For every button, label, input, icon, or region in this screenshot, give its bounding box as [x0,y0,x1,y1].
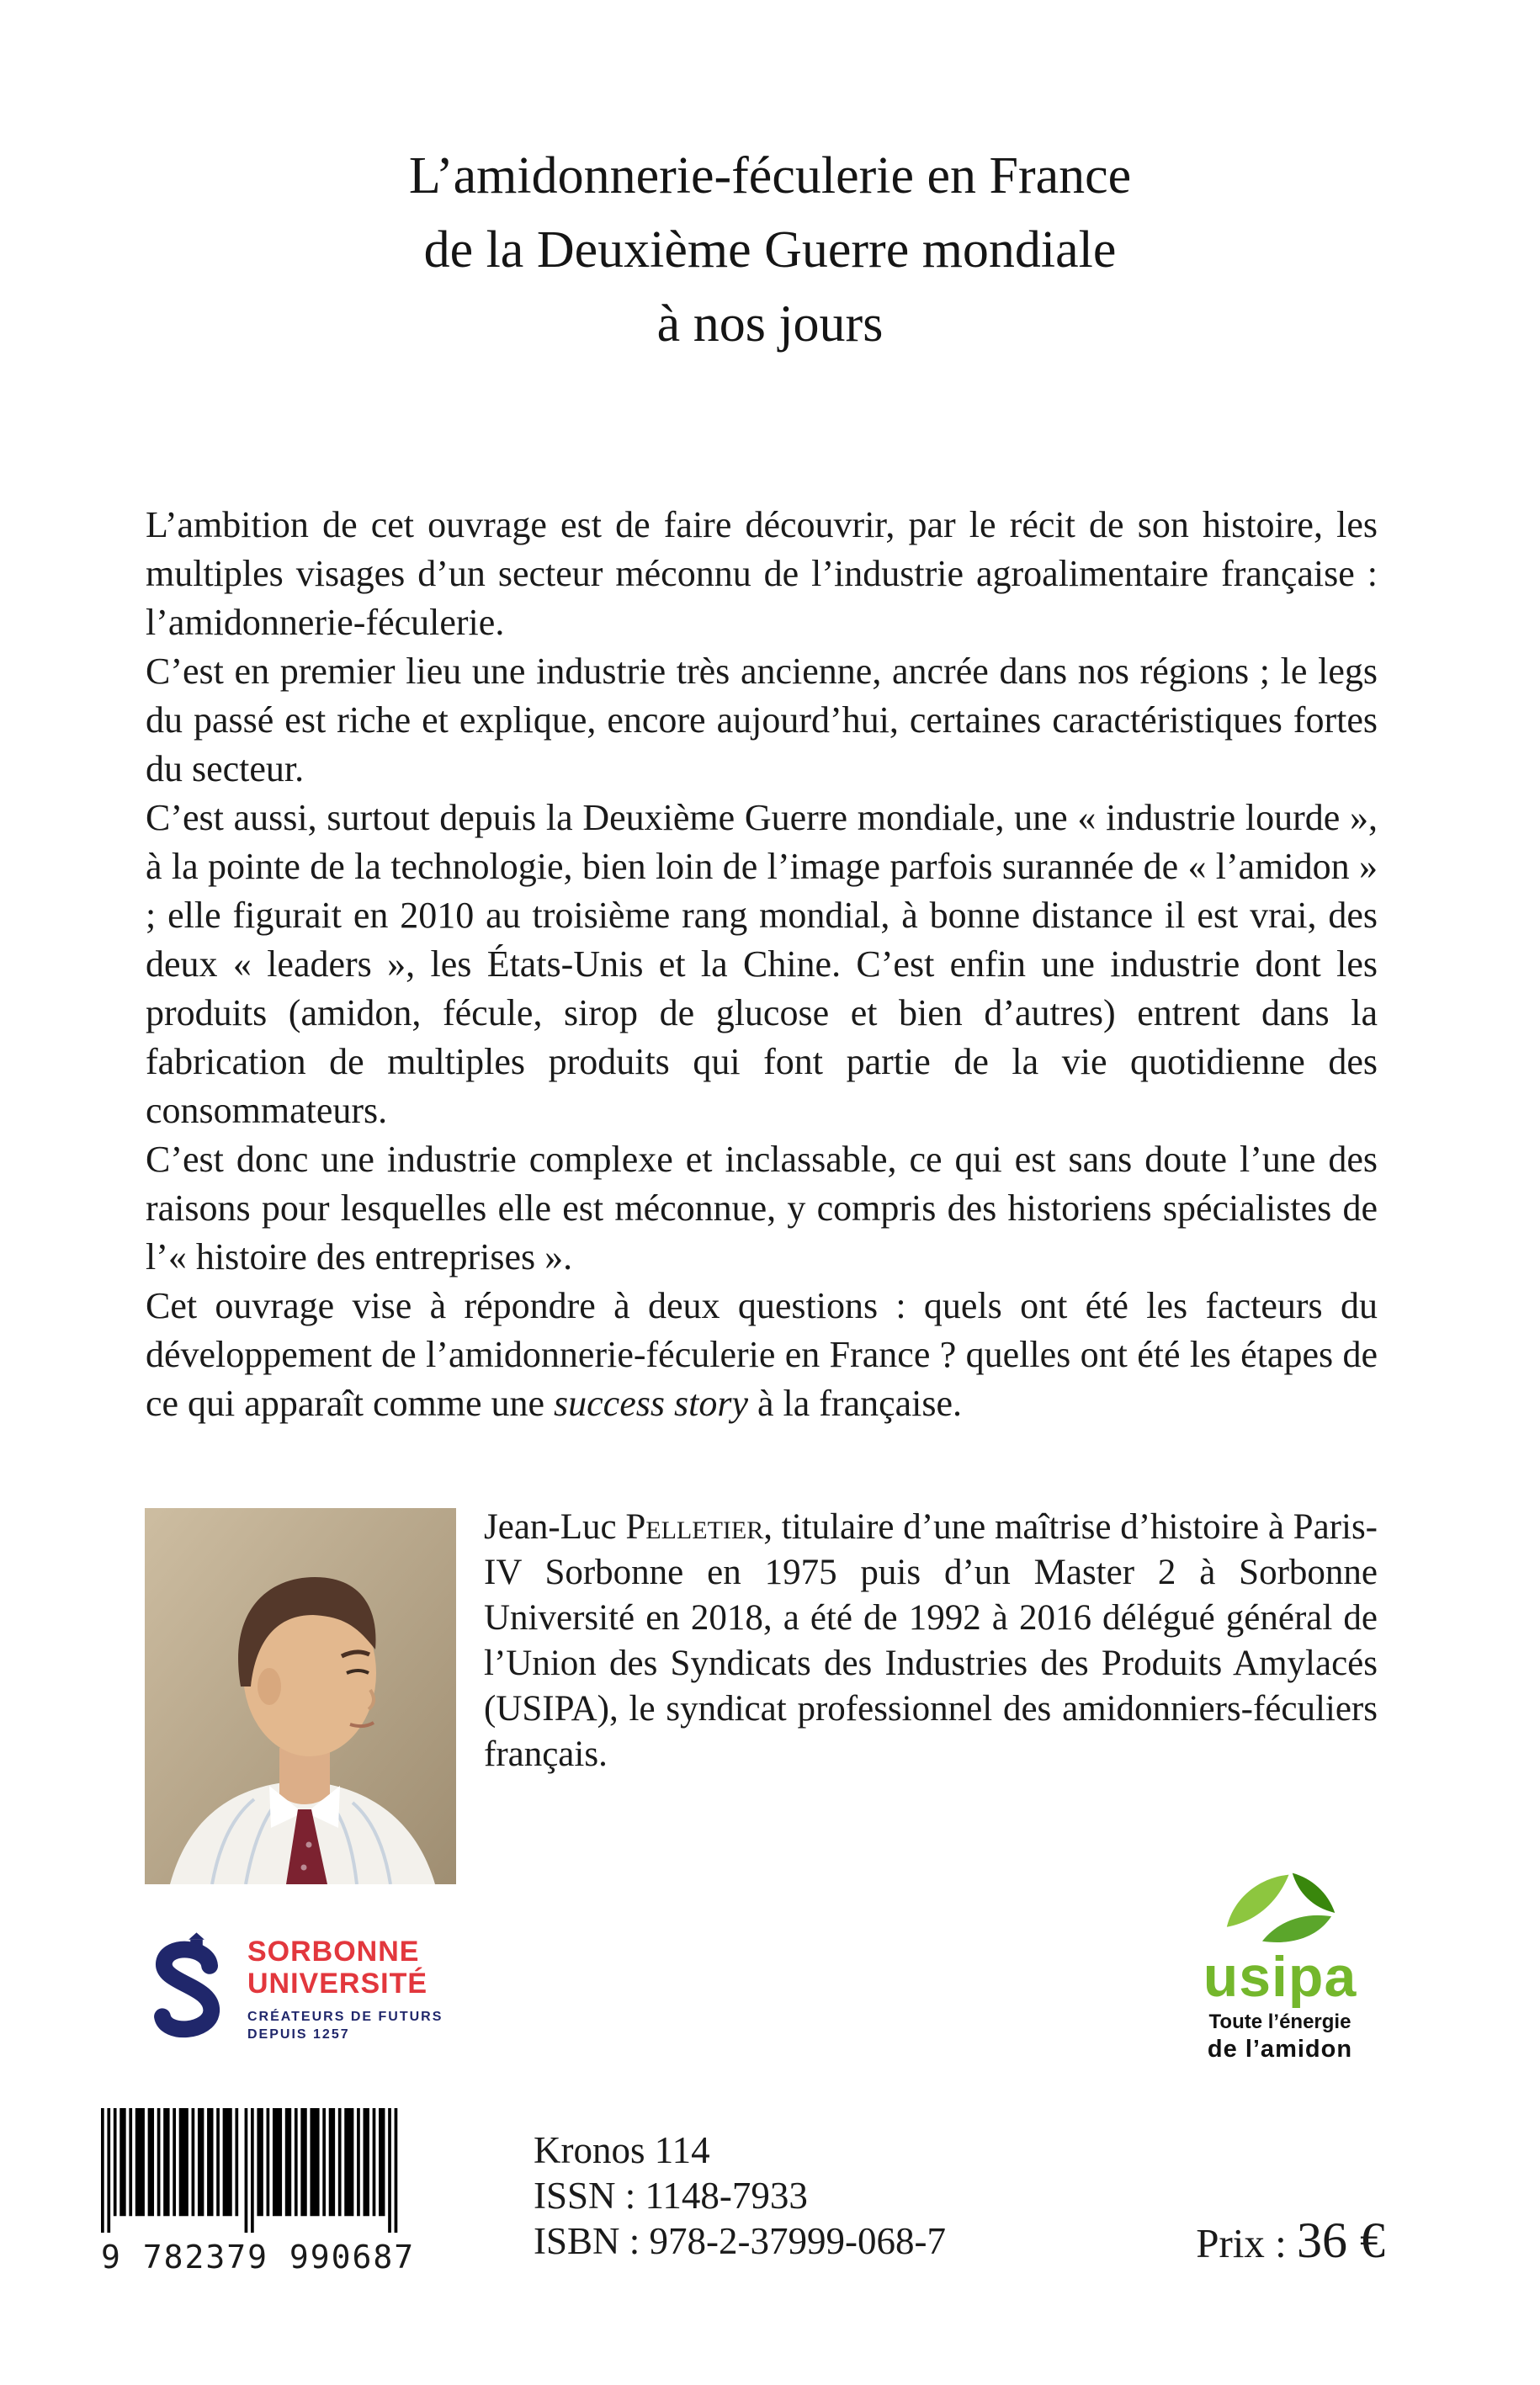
author-first-name: Jean-Luc [484,1507,626,1547]
price-value: 36 € [1297,2212,1385,2268]
author-portrait-illustration [145,1508,456,1884]
usipa-tagline-line-1: Toute l’énergie [1208,2011,1351,2033]
sorbonne-name-line-2: UNIVERSITÉ [247,1968,428,2000]
synopsis-paragraph-5-text: Cet ouvrage vise à répondre à deux questions : quels ont été les facteurs du développement de l’amidonnerie-féculerie en France ? quelles ont été les étapes de ce qui apparaît comme une [146,1285,1378,1424]
usipa-tagline [1208,2010,1352,2064]
isbn: ISBN : 978-2-37999-068-7 [534,2220,946,2262]
usipa-tagline-line-2: de l’amidon [1207,2036,1353,2063]
price [1196,2212,1385,2270]
synopsis-paragraph-1: L’ambition de cet ouvrage est de faire découvrir, par le récit de son histoire, les multiples visages d’un secteur méconnu de l’industrie agroalimentaire française : l’amidonnerie-féculerie. [146,504,1378,643]
synopsis-paragraph-4: C’est donc une industrie complexe et inclassable, ce qui est sans doute l’une des raisons pour lesquelles elle est méconnue, y compris des historiens spécialistes de l’« histoire des entreprises ». [146,1139,1378,1277]
title-line-3: à nos jours [656,295,884,353]
italic-phrase: success story [554,1383,748,1424]
barcode [101,2108,416,2276]
price-label: Prix : [1196,2220,1297,2266]
publication-references [534,2127,946,2264]
author-bio-text: , titulaire d’une maîtrise d’histoire à Paris-IV Sorbonne en 1975 puis d’un Master 2 à Sorbonne Université en 2018, a été de 1992 à 2016 délégué général de l’Union des Syndicats des Industries des Produits Amylacés (USIPA), le syndicat professionnel des amidonniers-féculiers français. [484,1507,1378,1774]
barcode-bars [101,2108,401,2233]
usipa-logo [1179,1863,1381,2064]
issn: ISSN : 1148-7933 [534,2175,808,2217]
sorbonne-text-block [247,1936,443,2043]
title-line-2: de la Deuxième Guerre mondiale [423,221,1117,279]
usipa-leaves-icon [1217,1863,1343,1947]
usipa-wordmark: usipa [1203,1945,1357,2009]
collection-name: Kronos 114 [534,2129,710,2171]
author-photo [145,1508,456,1884]
sorbonne-tagline-line-2: DEPUIS 1257 [247,2027,350,2042]
author-last-name: Pelletier [625,1507,764,1547]
sorbonne-tagline-line-1: CRÉATEURS DE FUTURS [247,2010,443,2024]
sorbonne-s-tower-icon [141,1932,229,2047]
sorbonne-universite-logo [141,1932,443,2047]
synopsis-paragraph-3: C’est aussi, surtout depuis la Deuxième Guerre mondiale, une « industrie lourde », à la pointe de la technologie, bien loin de l’image parfois surannée de « l’amidon » ; elle figurait en 2010 au troisième rang mondial, à bonne distance il est vrai, des deux « leaders », les États-Unis et la Chine. C’est enfin une industrie dont les produits (amidon, fécule, sirop de glucose et bien d’autres) entrent dans la fabrication de multiples produits qui font partie de la vie quotidienne des consommateurs. [146,797,1378,1131]
title-line-1: L’amidonnerie-féculerie en France [408,147,1132,205]
synopsis-paragraph-5 [146,1282,1378,1428]
synopsis-paragraph-5-end: à la française. [747,1383,963,1424]
book-title [0,139,1540,361]
barcode-number: 9 782379 990687 [101,2239,416,2276]
synopsis-paragraph-2: C’est en premier lieu une industrie très ancienne, ancrée dans nos régions ; le legs du passé est riche et explique, encore aujourd’hui, certaines caractéristiques fortes du secteur. [146,651,1378,789]
synopsis [146,501,1378,1428]
author-bio [484,1505,1378,1777]
sorbonne-name-line-1: SORBONNE [247,1936,420,1968]
